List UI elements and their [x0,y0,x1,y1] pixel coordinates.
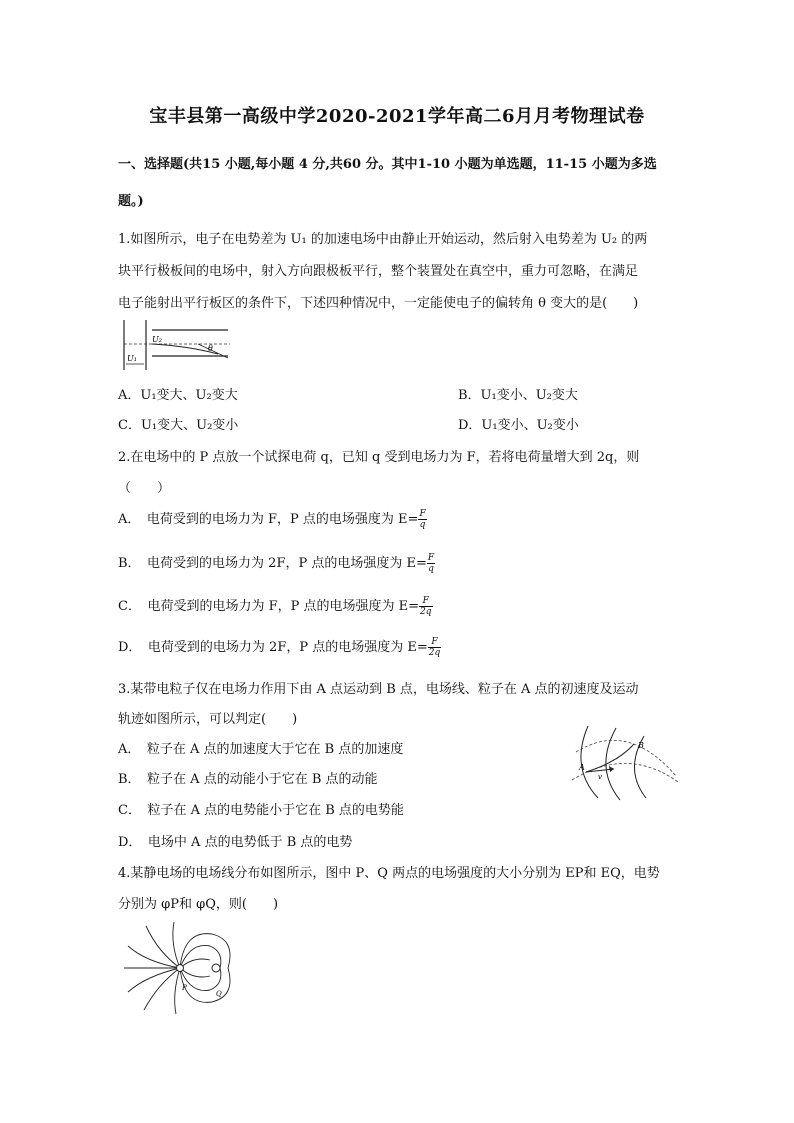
q4-fig-p-label: P [182,984,187,992]
q3-option-b: B． 粒子在 A 点的动能小于它在 B 点的动能 [118,772,378,787]
q1-fig-u2-label: U₂ [152,335,162,344]
q3-stem-line1: 3.某带电粒子仅在电场力作用下由 A 点运动到 B 点，电场线、粒子在 A 点的初速度及运动 [118,682,639,697]
q2-option-c-denominator: 2q [420,607,432,617]
q4-fig-q-label: Q [216,990,222,998]
q4-field-lines-figure [124,922,246,1014]
q3-stem-line2: 轨迹如图所示，可以判定( ) [118,712,298,727]
q2-option-b-denominator: q [428,564,434,574]
q3-fig-v-label: v [598,773,602,781]
q2-option-c-numerator: F [419,596,433,607]
q2-stem-line1: 2.在电场中的 P 点放一个试探电荷 q，已知 q 受到电场力为 F，若将电荷量增大到 2q，则 [118,450,640,465]
q1-option-c: C．U₁变大、U₂变小 [118,418,239,433]
q4-stem-line1: 4.某静电场的电场线分布如图所示，图中 P、Q 两点的电场强度的大小分别为 EP和 EQ，电势 [118,866,660,881]
q2-option-a-denominator: q [419,520,426,530]
q2-option-a [118,508,427,530]
q4-stem-line2: 分别为 φP和 φQ，则( ) [118,897,279,912]
q2-option-b-numerator: F [427,553,435,563]
q1-stem-line2: 块平行极板间的电场中，射入方向跟极板平行，整个装置处在真空中，重力可忽略，在满足 [118,264,639,279]
q3-option-a: A． 粒子在 A 点的加速度大于它在 B 点的加速度 [118,742,404,757]
q1-fig-theta-label: θ [208,344,213,353]
q3-option-c: C． 粒子在 A 点的电势能小于它在 B 点的电势能 [118,803,404,818]
q2-option-d-numerator: F [428,637,442,648]
q2-option-a-text: A． 电荷受到的电场力为 F，P 点的电场强度为 E= [118,512,419,527]
q2-stem-line2: （ ） [118,481,171,496]
q2-option-b-text: B． 电荷受到的电场力为 2F，P 点的电场强度为 E= [118,556,427,571]
q2-option-c-fraction [419,596,433,617]
q3-fig-a-label: A [579,763,585,772]
q1-stem-line1: 1.如图所示，电子在电势差为 U₁ 的加速电场中由静止开始运动，然后射入电势差为 U₂ 的两 [118,232,648,247]
q2-option-d-fraction [428,637,442,658]
q2-option-a-fraction [418,509,426,530]
q2-option-d-text: D． 电荷受到的电场力为 2F，P 点的电场强度为 E= [118,640,428,655]
q3-trajectory-figure [568,722,682,800]
section-heading-line1: 一、选择题(共15 小题,每小题 4 分,共60 分。其中1-10 小题为单选题，11-15 小题为多选 [118,157,657,172]
q2-option-a-numerator: F [419,509,426,519]
q1-option-a: A．U₁变大、U₂变大 [118,388,238,403]
section-heading-line2: 题。) [118,194,144,209]
q1-fig-u1-label: U₁ [127,354,137,363]
q1-deflection-figure [118,318,233,372]
q1-option-d: D．U₁变小、U₂变小 [458,418,579,433]
q2-option-c [118,595,433,617]
q1-stem-line3: 电子能射出平行板区的条件下，下述四种情况中，一定能使电子的偏转角 θ 变大的是( ) [118,296,639,311]
q2-option-b [118,552,435,574]
q1-option-b: B．U₁变小、U₂变大 [458,388,578,403]
q2-option-d-denominator: 2q [428,648,441,658]
q2-option-d [118,636,441,658]
page-title: 宝丰县第一高级中学2020-2021学年高二6月月考物理试卷 [149,106,645,127]
q3-option-d: D． 电场中 A 点的电势低于 B 点的电势 [118,835,353,850]
q3-fig-b-label: B [638,741,644,750]
q2-option-c-text: C． 电荷受到的电场力为 F，P 点的电场强度为 E= [118,599,419,614]
q2-option-b-fraction [427,553,435,574]
